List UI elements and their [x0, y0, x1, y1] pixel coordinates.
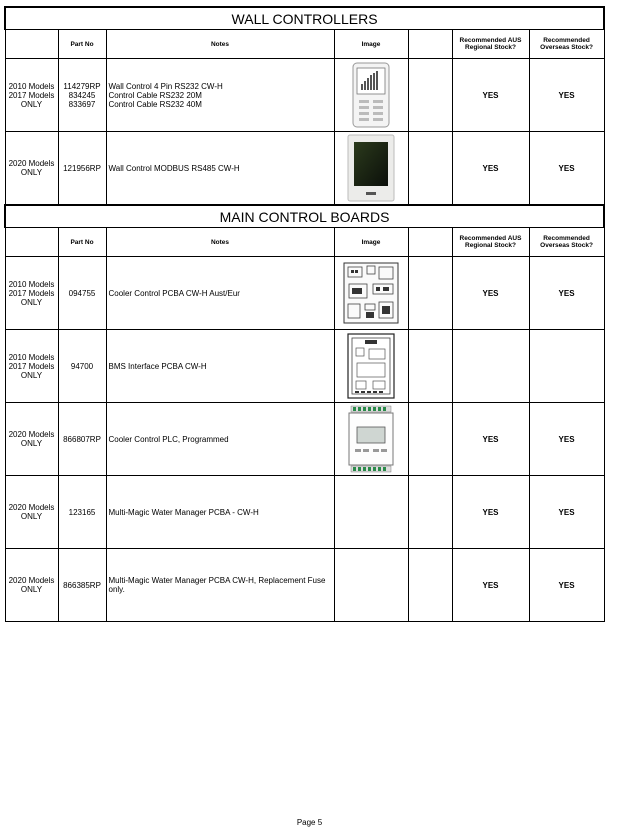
overseas-stock-cell: YES	[529, 59, 604, 132]
column-header-row	[5, 30, 604, 59]
models-cell: 2010 Models 2017 Models ONLY	[5, 330, 58, 403]
blank-cell	[408, 132, 452, 206]
section-title: WALL CONTROLLERS	[5, 7, 604, 30]
header-models	[5, 30, 58, 59]
part-number-cell: 114279RP 834245 833697	[58, 59, 106, 132]
header-blank	[408, 228, 452, 257]
image-cell	[334, 330, 408, 403]
overseas-stock-cell: YES	[529, 549, 604, 622]
overseas-stock-cell: YES	[529, 257, 604, 330]
blank-cell	[408, 257, 452, 330]
parts-table	[4, 6, 605, 622]
image-cell	[334, 549, 408, 622]
header-overseas-stock: Recommended Overseas Stock?	[529, 30, 604, 59]
overseas-stock-cell: YES	[529, 132, 604, 206]
table-row	[5, 330, 604, 403]
part-number-cell: 123165	[58, 476, 106, 549]
blank-cell	[408, 403, 452, 476]
blank-cell	[408, 59, 452, 132]
section-title: MAIN CONTROL BOARDS	[5, 205, 604, 228]
header-image: Image	[334, 30, 408, 59]
models-cell: 2020 Models ONLY	[5, 132, 58, 206]
part-number-cell: 866385RP	[58, 549, 106, 622]
table-row	[5, 403, 604, 476]
part-number-cell: 121956RP	[58, 132, 106, 206]
notes-cell: Wall Control MODBUS RS485 CW-H	[106, 132, 334, 206]
notes-cell: BMS Interface PCBA CW-H	[106, 330, 334, 403]
section-title-row	[5, 205, 604, 228]
aus-stock-cell: YES	[452, 403, 529, 476]
page-number: Page 5	[296, 818, 323, 827]
table-row	[5, 257, 604, 330]
header-part-no: Part No	[58, 30, 106, 59]
table-row	[5, 132, 604, 206]
models-cell: 2020 Models ONLY	[5, 476, 58, 549]
overseas-stock-cell	[529, 330, 604, 403]
notes-cell: Cooler Control PLC, Programmed	[106, 403, 334, 476]
models-cell: 2010 Models 2017 Models ONLY	[5, 59, 58, 132]
part-number-cell: 94700	[58, 330, 106, 403]
table-row	[5, 476, 604, 549]
header-aus-stock: Recommended AUS Regional Stock?	[452, 228, 529, 257]
section-title-row	[5, 7, 604, 30]
models-cell: 2020 Models ONLY	[5, 549, 58, 622]
bms-interface-board-image	[347, 333, 395, 399]
header-image: Image	[334, 228, 408, 257]
aus-stock-cell: YES	[452, 59, 529, 132]
column-header-row	[5, 228, 604, 257]
notes-cell: Wall Control 4 Pin RS232 CW-H Control Cable RS232 20M Control Cable RS232 40M	[106, 59, 334, 132]
aus-stock-cell: YES	[452, 132, 529, 206]
aus-stock-cell: YES	[452, 476, 529, 549]
header-overseas-stock: Recommended Overseas Stock?	[529, 228, 604, 257]
parts-table-body	[5, 7, 604, 622]
blank-cell	[408, 476, 452, 549]
notes-cell: Cooler Control PCBA CW-H Aust/Eur	[106, 257, 334, 330]
header-blank	[408, 30, 452, 59]
aus-stock-cell	[452, 330, 529, 403]
part-number-cell: 094755	[58, 257, 106, 330]
models-cell: 2020 Models ONLY	[5, 403, 58, 476]
image-cell	[334, 476, 408, 549]
aus-stock-cell: YES	[452, 257, 529, 330]
pcba-board-image	[343, 262, 399, 324]
image-cell	[334, 59, 408, 132]
image-cell	[334, 257, 408, 330]
part-number-cell: 866807RP	[58, 403, 106, 476]
header-aus-stock: Recommended AUS Regional Stock?	[452, 30, 529, 59]
image-cell	[334, 132, 408, 206]
overseas-stock-cell: YES	[529, 476, 604, 549]
header-notes: Notes	[106, 30, 334, 59]
header-notes: Notes	[106, 228, 334, 257]
blank-cell	[408, 549, 452, 622]
aus-stock-cell: YES	[452, 549, 529, 622]
blank-cell	[408, 330, 452, 403]
plc-controller-image	[347, 405, 395, 473]
header-models	[5, 228, 58, 257]
wall-control-touchscreen-image	[347, 134, 395, 202]
header-part-no: Part No	[58, 228, 106, 257]
table-row	[5, 549, 604, 622]
overseas-stock-cell: YES	[529, 403, 604, 476]
image-cell	[334, 403, 408, 476]
wall-control-remote-image	[351, 62, 391, 128]
notes-cell: Multi-Magic Water Manager PCBA CW-H, Replacement Fuse only.	[106, 549, 334, 622]
notes-cell: Multi-Magic Water Manager PCBA - CW-H	[106, 476, 334, 549]
table-row	[5, 59, 604, 132]
models-cell: 2010 Models 2017 Models ONLY	[5, 257, 58, 330]
